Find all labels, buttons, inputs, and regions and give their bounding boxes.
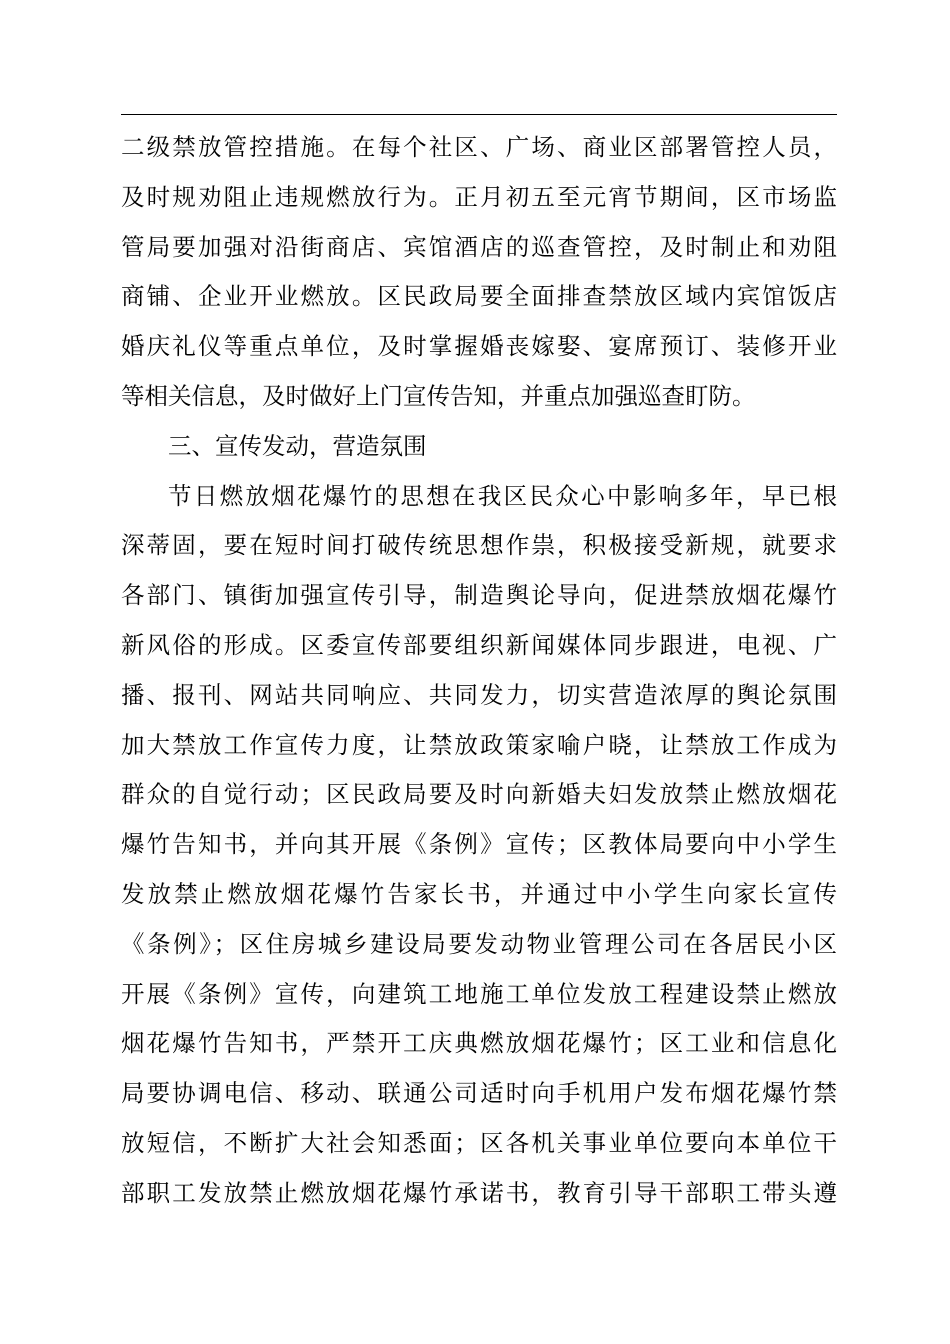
text-line: 婚庆礼仪等重点单位，及时掌握婚丧嫁娶、宴席预订、装修开业 [121,332,837,361]
text-line: 群众的自觉行动；区民政局要及时向新婚夫妇发放禁止燃放烟花 [121,780,837,809]
text-line: 节日燃放烟花爆竹的思想在我区民众心中影响多年，早已根 [168,481,837,510]
section-heading: 三、宣传发动，营造氛围 [168,431,427,460]
text-line: 播、报刊、网站共同响应、共同发力，切实营造浓厚的舆论氛围 [121,680,837,709]
text-line: 等相关信息，及时做好上门宣传告知，并重点加强巡查盯防。 [121,381,756,410]
text-line: 各部门、镇街加强宣传引导，制造舆论导向，促进禁放烟花爆竹 [121,581,837,610]
text-line: 开展《条例》宣传，向建筑工地施工单位发放工程建设禁止燃放 [121,979,837,1008]
text-line: 烟花爆竹告知书，严禁开工庆典燃放烟花爆竹；区工业和信息化 [121,1029,837,1058]
text-line: 部职工发放禁止燃放烟花爆竹承诺书，教育引导干部职工带头遵 [121,1178,837,1207]
text-line: 深蒂固，要在短时间打破传统思想作祟，积极接受新规，就要求 [121,531,837,560]
text-line: 商铺、企业开业燃放。区民政局要全面排查禁放区域内宾馆饭店 [121,282,837,311]
text-line: 二级禁放管控措施。在每个社区、广场、商业区部署管控人员， [121,133,837,161]
text-line: 局要协调电信、移动、联通公司适时向手机用户发布烟花爆竹禁 [121,1079,837,1108]
text-line: 管局要加强对沿街商店、宾馆酒店的巡查管控，及时制止和劝阻 [121,232,837,261]
text-line: 爆竹告知书，并向其开展《条例》宣传；区教体局要向中小学生 [121,830,837,859]
body-text [121,123,837,1219]
text-line: 《条例》；区住房城乡建设局要发动物业管理公司在各居民小区 [121,929,837,958]
header-rule [121,114,837,115]
text-line: 及时规劝阻止违规燃放行为。正月初五至元宵节期间，区市场监 [121,182,837,211]
text-line: 新风俗的形成。区委宣传部要组织新闻媒体同步跟进，电视、广 [121,630,837,659]
text-line: 加大禁放工作宣传力度，让禁放政策家喻户晓，让禁放工作成为 [121,730,837,759]
text-line: 放短信，不断扩大社会知悉面；区各机关事业单位要向本单位干 [121,1128,837,1157]
text-line: 发放禁止燃放烟花爆竹告家长书，并通过中小学生向家长宣传 [121,879,837,908]
